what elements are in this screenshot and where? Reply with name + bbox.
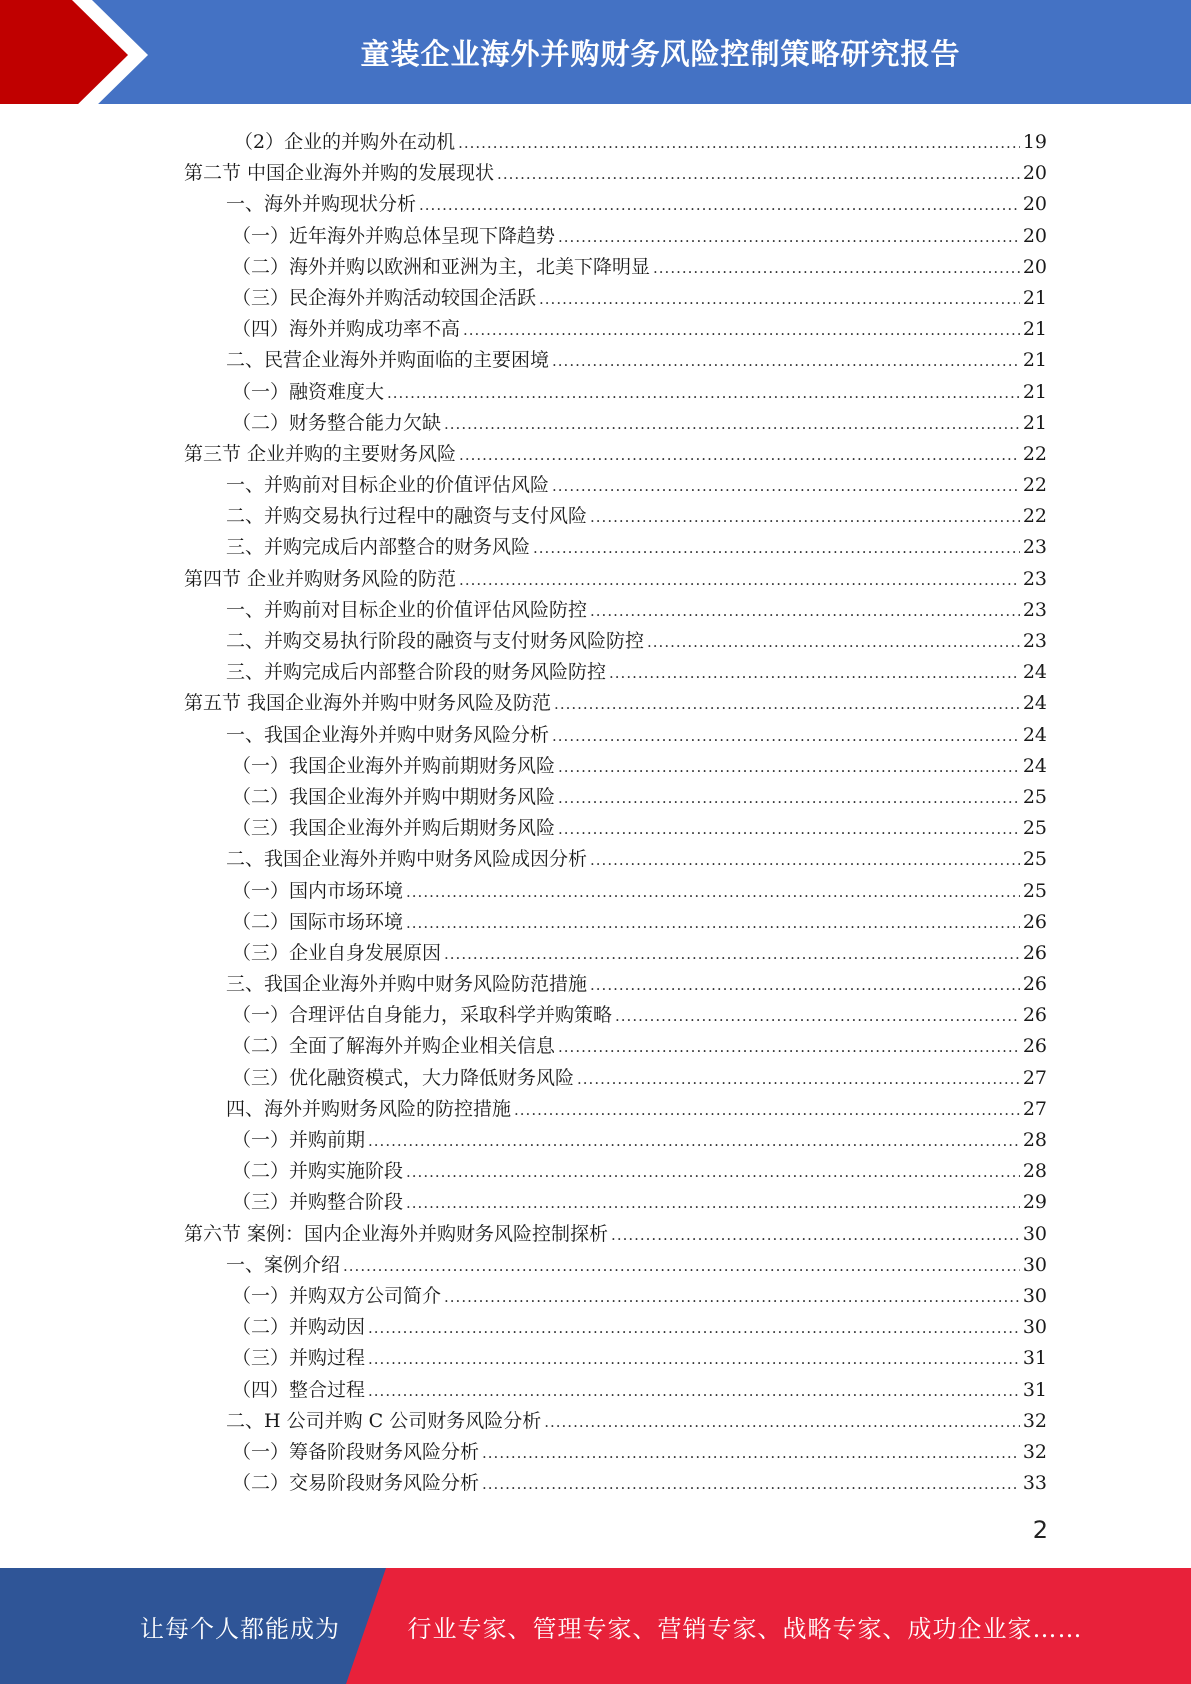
toc-dot-leader xyxy=(343,1251,1020,1282)
toc-entry-title: （二）全面了解海外并购企业相关信息 xyxy=(232,1035,556,1058)
toc-entry[interactable] xyxy=(184,1375,1047,1406)
toc-dot-leader xyxy=(459,565,1020,596)
toc-dot-leader xyxy=(444,1282,1020,1313)
toc-dot-leader xyxy=(368,1313,1020,1344)
toc-dot-leader xyxy=(406,1157,1020,1188)
toc-dot-leader xyxy=(590,502,1020,533)
toc-entry[interactable] xyxy=(184,377,1047,408)
toc-entry-title: 三、并购完成后内部整合的财务风险 xyxy=(226,536,531,559)
toc-dot-leader xyxy=(406,877,1020,908)
toc-entry-page: 29 xyxy=(1022,1191,1047,1214)
toc-entry-page: 28 xyxy=(1022,1129,1047,1151)
toc-dot-leader xyxy=(482,1469,1020,1500)
toc-entry[interactable] xyxy=(184,720,1047,751)
toc-dot-leader xyxy=(458,128,1020,159)
toc-entry-page: 25 xyxy=(1022,848,1047,871)
toc-entry-page: 21 xyxy=(1022,318,1047,341)
table-of-contents xyxy=(184,127,1047,1499)
toc-entry-page: 28 xyxy=(1022,1160,1047,1183)
toc-dot-leader xyxy=(514,1095,1020,1126)
toc-dot-leader xyxy=(552,721,1020,752)
toc-dot-leader xyxy=(590,596,1020,627)
toc-entry-page: 27 xyxy=(1022,1066,1047,1089)
toc-entry-title: 第三节 企业并购的主要财务风险 xyxy=(184,442,457,465)
toc-entry[interactable] xyxy=(184,1468,1047,1499)
toc-dot-leader xyxy=(554,689,1020,720)
toc-entry-title: （一）并购前期 xyxy=(232,1129,366,1151)
toc-entry[interactable] xyxy=(184,1406,1047,1437)
toc-entry-title: （三）民企海外并购活动较国企活跃 xyxy=(232,286,537,309)
toc-entry-page: 23 xyxy=(1022,598,1047,621)
toc-entry-page: 21 xyxy=(1022,286,1047,309)
toc-entry-title: （四）整合过程 xyxy=(232,1378,366,1401)
toc-dot-leader xyxy=(419,190,1020,221)
toc-dot-leader xyxy=(552,471,1020,502)
toc-entry[interactable] xyxy=(184,1219,1047,1250)
toc-entry[interactable] xyxy=(184,1343,1047,1374)
toc-dot-leader xyxy=(387,378,1020,409)
toc-entry-title: （二）交易阶段财务风险分析 xyxy=(232,1472,480,1495)
toc-entry[interactable] xyxy=(184,345,1047,376)
toc-entry[interactable] xyxy=(184,751,1047,782)
toc-entry[interactable] xyxy=(184,1187,1047,1218)
toc-entry-page: 26 xyxy=(1022,1004,1047,1027)
toc-dot-leader xyxy=(577,1064,1020,1095)
toc-entry-page: 24 xyxy=(1022,723,1047,746)
toc-entry-page: 20 xyxy=(1022,224,1047,247)
toc-entry-title: 二、我国企业海外并购中财务风险成因分析 xyxy=(226,848,588,871)
toc-entry-page: 21 xyxy=(1022,380,1047,403)
toc-entry-page: 30 xyxy=(1022,1222,1047,1245)
toc-entry[interactable] xyxy=(184,1125,1047,1156)
toc-entry-title: （三）我国企业海外并购后期财务风险 xyxy=(232,817,556,840)
toc-entry[interactable] xyxy=(184,439,1047,470)
toc-dot-leader xyxy=(609,658,1020,689)
toc-entry-page: 23 xyxy=(1022,567,1047,590)
page-number: 2 xyxy=(1032,1516,1048,1544)
toc-dot-leader xyxy=(544,1407,1020,1438)
toc-entry-title: 二、并购交易执行阶段的融资与支付财务风险防控 xyxy=(226,630,645,652)
toc-entry-page: 26 xyxy=(1022,973,1047,996)
toc-dot-leader xyxy=(406,1188,1020,1219)
toc-entry-title: 二、H 公司并购 C 公司财务风险分析 xyxy=(226,1409,542,1432)
toc-entry-page: 19 xyxy=(1022,131,1047,153)
toc-entry[interactable] xyxy=(184,1312,1047,1343)
toc-entry-title: 一、案例介绍 xyxy=(226,1253,341,1276)
toc-entry-title: 二、民营企业海外并购面临的主要困境 xyxy=(226,349,550,372)
toc-entry[interactable] xyxy=(184,1281,1047,1312)
toc-entry[interactable] xyxy=(184,408,1047,439)
toc-entry[interactable] xyxy=(184,595,1047,626)
toc-entry-page: 26 xyxy=(1022,1035,1047,1058)
toc-entry-title: 一、我国企业海外并购中财务风险分析 xyxy=(226,723,550,746)
toc-entry[interactable] xyxy=(184,1156,1047,1187)
toc-dot-leader xyxy=(647,627,1020,658)
toc-entry-page: 32 xyxy=(1022,1440,1047,1463)
toc-dot-leader xyxy=(552,346,1020,377)
toc-entry-title: （二）国际市场环境 xyxy=(232,910,404,933)
toc-entry[interactable] xyxy=(184,470,1047,501)
toc-dot-leader xyxy=(368,1126,1020,1157)
toc-dot-leader xyxy=(497,159,1020,190)
toc-entry[interactable] xyxy=(184,1094,1047,1125)
toc-entry-title: （一）融资难度大 xyxy=(232,380,385,403)
toc-entry[interactable] xyxy=(184,283,1047,314)
toc-dot-leader xyxy=(406,908,1020,939)
toc-entry[interactable] xyxy=(184,1437,1047,1468)
toc-entry-title: （二）财务整合能力欠缺 xyxy=(232,411,442,434)
toc-entry[interactable] xyxy=(184,626,1047,657)
toc-entry-page: 22 xyxy=(1022,442,1047,465)
toc-entry-title: 一、并购前对目标企业的价值评估风险 xyxy=(226,474,550,497)
toc-dot-leader xyxy=(558,222,1020,253)
toc-entry-title: （二）并购实施阶段 xyxy=(232,1160,404,1183)
toc-entry[interactable] xyxy=(184,564,1047,595)
toc-dot-leader xyxy=(482,1438,1020,1469)
toc-dot-leader xyxy=(558,752,1020,783)
footer-slogan-right: 行业专家、管理专家、营销专家、战略专家、成功企业家…… xyxy=(407,1614,1083,1643)
toc-entry-page: 22 xyxy=(1022,505,1047,528)
toc-entry[interactable] xyxy=(184,657,1047,688)
toc-entry-title: （一）近年海外并购总体呈现下降趋势 xyxy=(232,224,556,247)
toc-entry[interactable] xyxy=(184,688,1047,719)
toc-dot-leader xyxy=(444,409,1020,440)
toc-entry-page: 31 xyxy=(1022,1347,1047,1370)
toc-entry-page: 23 xyxy=(1022,536,1047,559)
toc-entry-page: 22 xyxy=(1022,474,1047,497)
toc-entry[interactable] xyxy=(184,1000,1047,1031)
toc-entry-title: （三）并购整合阶段 xyxy=(232,1191,404,1214)
toc-dot-leader xyxy=(590,970,1020,1001)
footer-slogan-left: 让每个人都能成为 xyxy=(140,1614,340,1643)
toc-entry-title: 一、并购前对目标企业的价值评估风险防控 xyxy=(226,598,588,621)
toc-entry-page: 24 xyxy=(1022,661,1047,684)
toc-entry[interactable] xyxy=(184,876,1047,907)
toc-entry-title: 第二节 中国企业海外并购的发展现状 xyxy=(184,162,495,185)
toc-entry[interactable] xyxy=(184,969,1047,1000)
toc-entry-page: 20 xyxy=(1022,162,1047,185)
toc-dot-leader xyxy=(615,1001,1020,1032)
toc-entry-title: （三）并购过程 xyxy=(232,1347,366,1370)
toc-entry-title: （一）并购双方公司简介 xyxy=(232,1284,442,1307)
toc-entry-title: （一）筹备阶段财务风险分析 xyxy=(232,1440,480,1463)
toc-entry[interactable] xyxy=(184,221,1047,252)
toc-entry-page: 20 xyxy=(1022,193,1047,216)
toc-entry[interactable] xyxy=(184,314,1047,345)
toc-entry[interactable] xyxy=(184,1250,1047,1281)
toc-entry[interactable] xyxy=(184,189,1047,220)
toc-dot-leader xyxy=(368,1344,1020,1375)
toc-dot-leader xyxy=(444,939,1020,970)
toc-dot-leader xyxy=(533,533,1020,564)
toc-entry-page: 26 xyxy=(1022,910,1047,933)
toc-entry-title: （二）我国企业海外并购中期财务风险 xyxy=(232,785,556,808)
toc-dot-leader xyxy=(558,1032,1020,1063)
toc-dot-leader xyxy=(558,814,1020,845)
toc-entry-title: （二）海外并购以欧洲和亚洲为主，北美下降明显 xyxy=(232,255,651,278)
toc-entry[interactable] xyxy=(184,782,1047,813)
toc-entry-page: 25 xyxy=(1022,817,1047,840)
toc-entry[interactable] xyxy=(184,1063,1047,1094)
toc-dot-leader xyxy=(539,284,1020,315)
toc-entry-page: 26 xyxy=(1022,941,1047,964)
toc-entry-page: 30 xyxy=(1022,1253,1047,1276)
page-footer xyxy=(0,1568,1191,1684)
toc-entry-title: （三）企业自身发展原因 xyxy=(232,941,442,964)
toc-entry-title: 三、我国企业海外并购中财务风险防范措施 xyxy=(226,973,588,996)
page-header xyxy=(0,0,1191,110)
toc-entry-page: 21 xyxy=(1022,349,1047,372)
toc-entry-title: 四、海外并购财务风险的防控措施 xyxy=(226,1097,512,1120)
toc-entry[interactable] xyxy=(184,127,1047,158)
toc-entry-page: 33 xyxy=(1022,1472,1047,1495)
toc-entry-page: 30 xyxy=(1022,1284,1047,1307)
toc-entry-page: 32 xyxy=(1022,1409,1047,1432)
toc-entry[interactable] xyxy=(184,158,1047,189)
toc-dot-leader xyxy=(459,440,1020,471)
toc-entry-title: （一）合理评估自身能力，采取科学并购策略 xyxy=(232,1004,613,1027)
toc-dot-leader xyxy=(558,783,1020,814)
toc-entry-page: 21 xyxy=(1022,411,1047,434)
toc-entry-title: （二）并购动因 xyxy=(232,1316,366,1339)
toc-dot-leader xyxy=(653,253,1020,284)
toc-dot-leader xyxy=(590,845,1020,876)
toc-entry-page: 24 xyxy=(1022,754,1047,777)
toc-entry[interactable] xyxy=(184,1031,1047,1062)
toc-entry-page: 25 xyxy=(1022,785,1047,808)
toc-entry-title: （三）优化融资模式，大力降低财务风险 xyxy=(232,1066,575,1089)
toc-entry[interactable] xyxy=(184,938,1047,969)
toc-entry-title: （四）海外并购成功率不高 xyxy=(232,318,461,341)
toc-dot-leader xyxy=(463,315,1020,346)
toc-entry-page: 31 xyxy=(1022,1378,1047,1401)
toc-entry-title: 第四节 企业并购财务风险的防范 xyxy=(184,567,457,590)
toc-entry[interactable] xyxy=(184,501,1047,532)
toc-entry[interactable] xyxy=(184,532,1047,563)
toc-entry-page: 23 xyxy=(1022,630,1047,652)
toc-entry-page: 25 xyxy=(1022,879,1047,902)
toc-entry[interactable] xyxy=(184,907,1047,938)
toc-entry-title: （一）我国企业海外并购前期财务风险 xyxy=(232,754,556,777)
toc-entry-title: 三、并购完成后内部整合阶段的财务风险防控 xyxy=(226,661,607,684)
toc-entry-title: 一、海外并购现状分析 xyxy=(226,193,417,216)
toc-dot-leader xyxy=(368,1376,1020,1407)
toc-entry-title: 二、并购交易执行过程中的融资与支付风险 xyxy=(226,505,588,528)
toc-entry-title: （2）企业的并购外在动机 xyxy=(234,131,456,153)
toc-entry-page: 20 xyxy=(1022,255,1047,278)
document-title: 童装企业海外并购财务风险控制策略研究报告 xyxy=(360,36,961,71)
toc-dot-leader xyxy=(611,1220,1020,1251)
toc-entry[interactable] xyxy=(184,813,1047,844)
toc-entry-page: 30 xyxy=(1022,1316,1047,1339)
toc-entry-title: 第五节 我国企业海外并购中财务风险及防范 xyxy=(184,692,552,715)
toc-entry-page: 27 xyxy=(1022,1097,1047,1120)
toc-entry[interactable] xyxy=(184,844,1047,875)
toc-entry-title: （一）国内市场环境 xyxy=(232,879,404,902)
toc-entry-page: 24 xyxy=(1022,692,1047,715)
toc-entry-title: 第六节 案例：国内企业海外并购财务风险控制探析 xyxy=(184,1222,609,1245)
toc-entry[interactable] xyxy=(184,252,1047,283)
